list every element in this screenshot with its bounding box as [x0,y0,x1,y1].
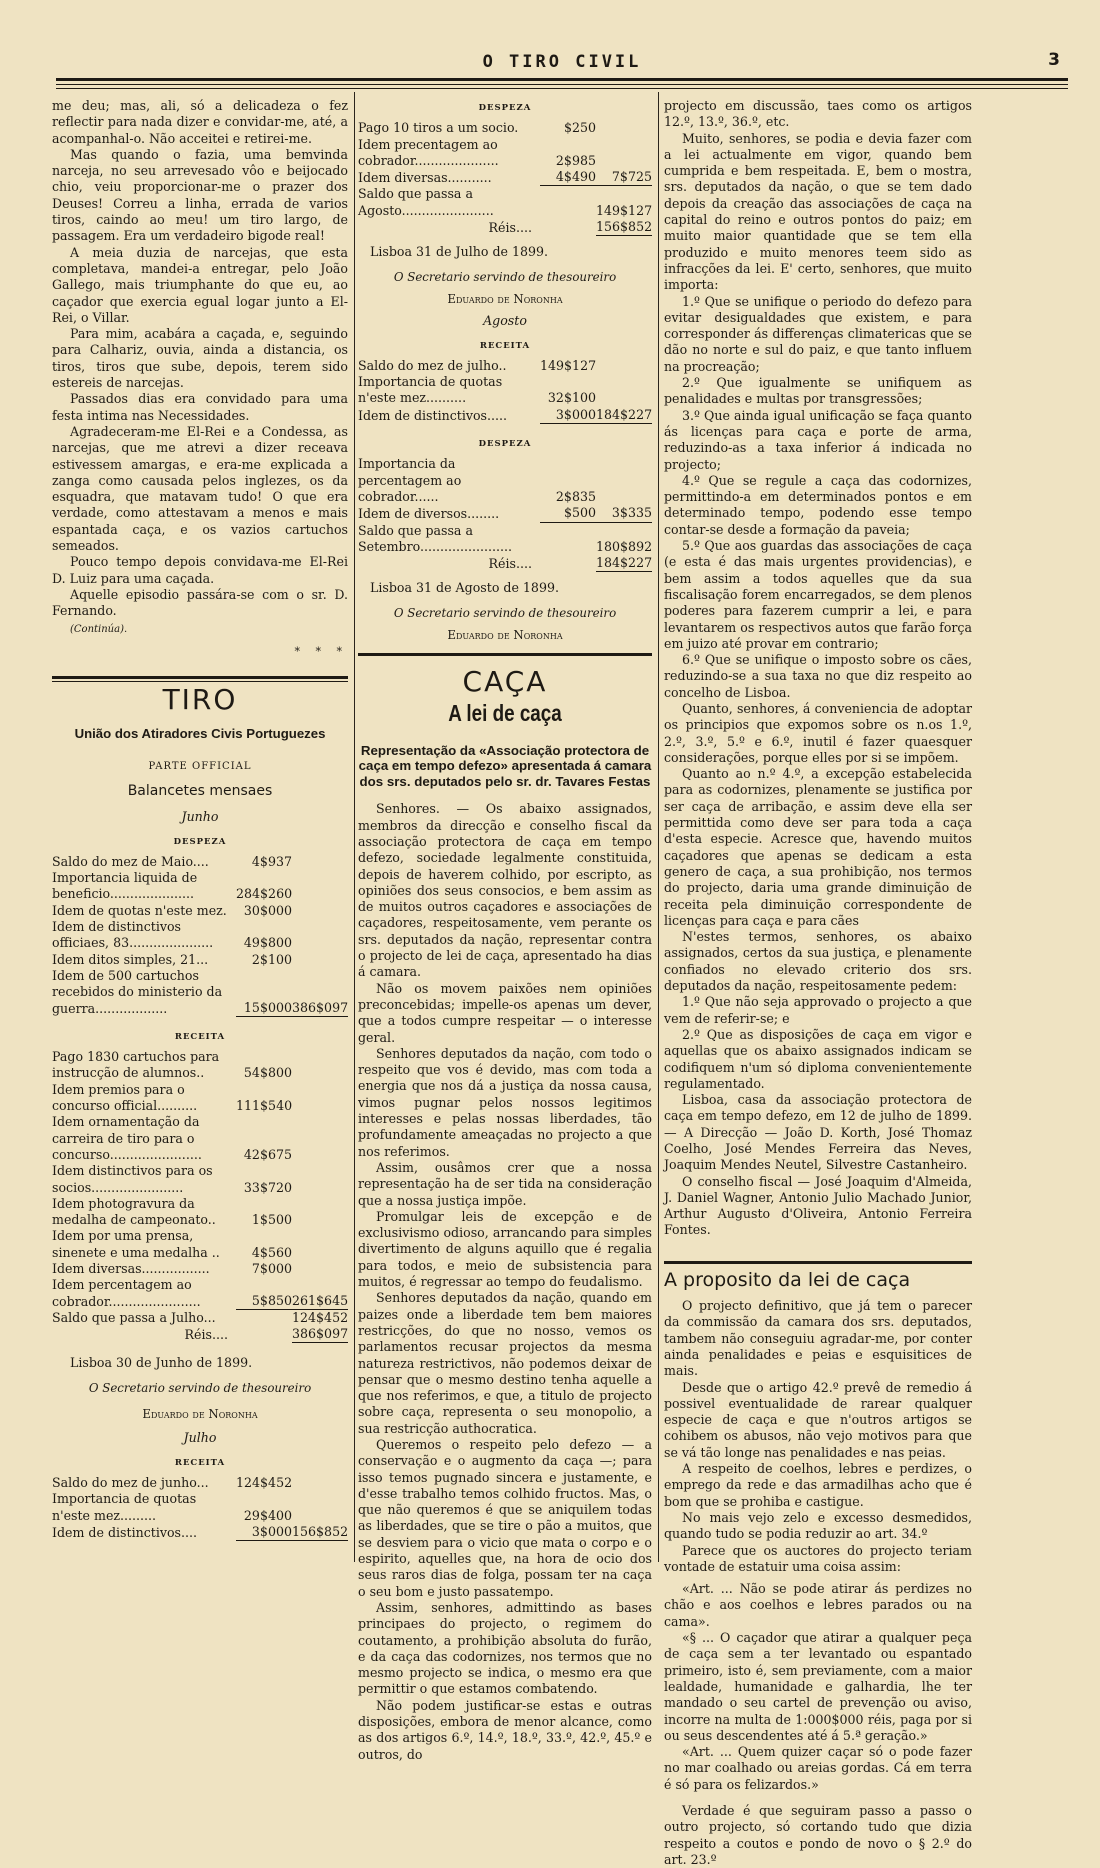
ledger-total: 156$852 [292,1524,348,1541]
ledger-row [358,523,652,556]
paragraph: projecto em discussão, taes como os artigos 12.º, 13.º, 36.º, etc. [664,98,972,130]
column-1 [52,98,348,1541]
ledger-desc: Idem ornamentação da carreira de tiro para o concurso....................... [52,1114,202,1162]
paragraph: 1.º Que não seja approvado o projecto a que vem de referir-se; e [664,994,972,1026]
secretario-line: O Secretario servindo de thesoureiro [88,1380,312,1395]
ledger-row [52,870,348,903]
ledger-desc: Idem precentagem ao cobrador..................... [358,136,499,168]
ledger-row [52,968,348,1017]
ledger-total: 7$725 [596,169,652,186]
ledger-desc: Idem de quotas n'este mez. [52,902,227,918]
newspaper-title: O TIRO CIVIL [482,52,642,72]
ledger-amount: 111$540 [236,1098,293,1114]
despeza-label: DESPEZA [478,439,532,450]
caca-section-title: CAÇA [462,665,548,699]
ledger-desc: Pago 10 tiros a um socio. [358,120,519,136]
paragraph: Parece que os auctores do projecto teriam vontade de estatuir uma coisa assim: [664,1542,972,1574]
ledger-amount: 3$000 [236,1524,292,1541]
ledger-amount: 30$000 [243,902,292,918]
parte-official: PARTE OFFICIAL [148,760,252,772]
ledger-amount: 4$937 [251,853,292,869]
despeza-label: DESPEZA [173,836,227,847]
ledger-desc: Idem de distinctivos..... [358,407,508,423]
paragraph: Para mim, acabára a caçada, e, seguindo para Calhariz, ouvia, ainda a distancia, os tiros, tiros que sube, depois, terem sido estereis de narcejas. [52,326,348,391]
ledger-amount: $500 [540,505,596,522]
ledger-amount: 15$000 [236,1000,292,1017]
ledger-amount: 49$800 [243,935,292,951]
ledger-row [52,1524,348,1541]
agosto-receita-table [358,358,652,424]
paragraph: Pouco tempo depois convidava-me El-Rei D. Luiz para uma caçada. [52,554,348,586]
paragraph: Verdade é que seguiram passo a passo o outro projecto, só cortando tudo que dizia respeito a coutos e pondo de novo o § 2.º do art. 23.º [664,1802,972,1867]
paragraph: O projecto definitivo, que já tem o parecer da commissão da camara dos srs. deputados, tambem não conseguiu agradar-me, por conter ainda penalidades e peias e esquisitices de mais. [664,1298,972,1379]
section-rule [664,1261,972,1264]
paragraph: Senhores deputados da nação, quando em paizes onde a liberdade tem bem maiores restricções, do que no nosso, vemos os parlamentos recusar projectos da mesma natureza restrictivos, não podemos deixar de pensar que o mesmo destino tenha aquelle a que nos referimos, e que, a titulo de projecto sobre caça, representa o seu monopolio, a sua restricção authocratica. [358,1290,652,1436]
paragraph: «Art. ... Quem quizer caçar só o pode fazer no mar coalhado ou areias gordas. Cá em terra é só para os felizardos.» [664,1744,972,1792]
ledger-amount: 42$675 [243,1146,292,1162]
ledger-total: 386$097 [292,1326,348,1343]
paragraph: 1.º Que se unifique o periodo do defezo para evitar desigualdades que existem, e para corresponder ás differenças climatericas que se dão no norte e sul do paiz, e que tanto influem na procreação; [664,293,972,374]
ledger-desc: Idem photogravura da medalha de campeonato.. [52,1195,216,1228]
paragraph: Não podem justificar-se estas e outras disposições, embora de menor alcance, como as dos artigos 6.º, 14.º, 18.º, 33.º, 42.º, 45.º e outros, do [358,1697,652,1762]
paragraph: Queremos o respeito pelo defezo — a conservação e o augmento da caça —; para isso temos pugnado sincera e justamente, e d'esse trabalho temos colhido fructos. Mas, o que não queremos é que se aniquilem todas as liberdades, que se tire o pão a muitos, que se desviem para o vicio que mata o corpo e o espirito, aquelles que, na hora de ocio dos seus raros dias de folga, possam ter na caça o seu bom e justo passatempo. [358,1436,652,1599]
paragraph: Não os movem paixões nem opiniões preconcebidas; impelle-os apenas um dever, que a todos cumpre respeitar — o interesse geral. [358,980,652,1045]
section-rule [358,653,652,656]
ledger-amount: 5$850 [236,1293,292,1310]
ledger-row [358,555,652,572]
ledger-row [52,1491,348,1524]
paragraph: Agradeceram-me El-Rei e a Condessa, as narcejas, que me atrevi a dizer receava estivessem amargas, e era-me explicada a zanga como causada pelos inglezes, os da esquadra, que matavam tudo! O que era verdade, como attestavam a menos e mais espantada caça, e os vazios cartuchos semeados. [52,423,348,554]
column-3 [664,98,972,1868]
ledger-desc: Saldo que passa a Julho... [52,1309,216,1325]
paragraph: N'estes termos, senhores, os abaixo assignados, certos da sua justiça, e plenamente confiados no elevado criterio dos srs. deputados da nação, respeitosamente pedem: [664,929,972,994]
julho-despeza-table [358,120,652,236]
ledger-row [358,358,652,374]
section-stars: * * * [294,644,348,658]
ledger-desc: Idem por uma prensa, sinenete e uma medalha .. [52,1228,220,1260]
ledger-amount: 54$800 [243,1065,292,1081]
header-rule [56,78,1068,81]
paragraph: Passados dias era convidado para uma festa intima nas Necessidades. [52,391,348,423]
ledger-amount: 32$100 [547,390,596,406]
ledger-row [52,1326,348,1343]
header-rule-thin [56,84,1068,85]
ledger-row [52,1277,348,1310]
month-heading: Junho [181,809,219,825]
proposito-text [664,1298,972,1868]
despeza-label: DESPEZA [478,103,532,113]
ledger-row [358,374,652,407]
lisboa-date: Lisboa 30 de Junho de 1899. [70,1355,253,1371]
signature-name: Eduardo de Noronha [142,1407,258,1422]
junho-despeza-table [52,854,348,1017]
ledger-row [52,952,348,968]
continua-note: (Continúa). [70,623,128,635]
paragraph: Senhores. — Os abaixo assignados, membros da direcção e conselho fiscal da associação protectora de caça em tempo defezo, sociedade legalmente constituida, depois de haverem colhido, por escripto, as opiniões dos seus consocios, e bem assim as de muitos outros caçadores e associações de caçadores, respeitosamente, vem perante os srs. deputados da nação, representar contra o projecto de lei de caça, apresentado ha dias á camara. [358,801,652,980]
signature-name: Eduardo de Noronha [447,291,563,306]
ledger-desc: Importancia de quotas n'este mez......... [52,1491,197,1523]
ledger-amount: 149$127 [540,357,597,373]
ledger-row [358,120,652,136]
ledger-row [52,1310,348,1326]
paragraph: «§ ... O caçador que atirar a qualquer peça de caça sem a ter levantado ou espantado primeiro, isto é, sem previamente, com a maior lealdade, humanidade e galhardia, lhe ter mandado o seu cartel de prevenção ou aviso, incorre na multa de 1:000$000 réis, paga por si ou seus descendentes até á 5.ª geração.» [664,1630,972,1743]
ledger-desc: Idem de distinctivos officiaes, 83..................... [52,919,214,951]
ledger-desc: Importancia liquida de beneficio..................... [52,870,198,902]
receita-label: RECEITA [479,340,531,351]
ledger-row [358,169,652,186]
paragraph: 2.º Que igualmente se unifiquem as penalidades e multas por transgressões; [664,375,972,407]
lisboa-date: Lisboa 31 de Agosto de 1899. [370,580,559,596]
tiro-section-title: TIRO [162,683,238,717]
paragraph: Desde que o artigo 42.º prevê de remedio á possivel eventualidade de rarear qualquer especie de caça e que n'outros artigos se cohibem os abusos, não vejo motivos para que se vá tão longe nas penalidades e nas peias. [664,1379,972,1460]
ledger-desc: Idem distinctivos para os socios....................... [52,1163,213,1195]
agosto-despeza-table [358,456,652,572]
ledger-desc: Saldo do mez de Maio.... [52,853,209,869]
ledger-row [358,505,652,522]
ledger-total: 184$227 [596,407,652,424]
ledger-amount: 284$260 [236,886,293,902]
ledger-row [358,186,652,219]
paragraph: Quanto, senhores, á conveniencia de adoptar os principios que expomos sobre os n.os 1.º, 2.º, 3.º, 5.º e 6.º, inutil é fazer quaesquer considerações, porque elles por si se impõem. [664,700,972,765]
ledger-desc: Idem percentagem ao cobrador....................... [52,1277,201,1309]
ledger-amount: 2$835 [555,488,596,504]
lei-heading: A lei de caça [448,699,562,726]
paragraph: Assim, ousâmos crer que a nossa representação ha de ser tida na consideração que a nossa justiça impõe. [358,1159,652,1208]
proposito-heading: A proposito da lei de caça [664,1268,911,1291]
paragraph: A respeito de coelhos, lebres e perdizes, o emprego da rede e das armadilhas acho que é bom que se prohiba e castigue. [664,1461,972,1509]
paragraph: 3.º Que ainda igual unificação se faça quanto ás licenças para caça e porte de arma, reduzindo-as a taxa inferior á indicada no projecto; [664,407,972,472]
paragraph: Mas quando o fazia, uma bemvinda narceja, no seu arrevesado vôo e beijocado chio, veiu proporcionar-me o prazer dos Deuses! Correu a linha, errada de varios tiros, caindo ao meu! um tiro largo, de passagem. Era um verdadeiro bigode real! [52,146,348,244]
ledger-amount: 29$400 [243,1507,292,1523]
secretario-line: O Secretario servindo de thesoureiro [393,605,617,620]
ledger-amount: 1$500 [251,1212,292,1228]
ledger-row [358,219,652,236]
ledger-desc: Idem ditos simples, 21... [52,951,209,967]
paragraph: No mais vejo zelo e excesso desmedidos, quando tudo se podia reduzir ao art. 34.º [664,1509,972,1542]
paragraph: Quanto ao n.º 4.º, a excepção estabelecida para as codornizes, plenamente se justifica por ser caça de arribação, e assim deve ella ser permittida como deve ser para toda a caça d'esta especie. Acresce que, havendo muitos caçadores que apenas se dedicam a esta genero de caça, a sua prohibição, nos termos do projecto, daria uma grande diminuição de receita pela diminuição correspondente de licenças para caça e para cães [664,766,972,928]
ledger-desc: Saldo que passa a Setembro....................... [358,522,513,554]
header-rule-thin-2 [56,88,1068,89]
ledger-desc: Saldo que passa a Agosto....................... [358,186,494,218]
ledger-row [52,1261,348,1277]
ledger-amount: 124$452 [236,1474,293,1490]
ledger-desc: Saldo do mez de junho... [52,1474,209,1490]
paragraph: Muito, senhores, se podia e devia fazer com a lei actualmente em vigor, quando bem cumprida e bem respeitada. E, bem o mostra, srs. deputados da nação, o que se tem dado depois da creação das associações de caça na capital do reino e outros pontos do paiz; em muito maior quantidade que se tem ella produzido e muito menores teem sido as infracções da lei. E' certo, senhores, que muito importa: [664,130,972,293]
paragraph: Aquelle episodio passára-se com o sr. D. Fernando. [52,586,348,619]
balancetes-heading: Balancetes mensaes [127,782,273,799]
ledger-desc: Importancia de quotas n'este mez.......... [358,374,503,406]
ledger-total: 156$852 [596,219,652,236]
ledger-row [52,1049,348,1082]
ledger-desc: Saldo do mez de julho.. [358,357,507,373]
month-heading: Julho [183,1430,217,1446]
ledger-desc: Réis.... [488,556,532,572]
uniao-heading: União dos Atiradores Civis Portuguezes [74,726,326,742]
paragraph: Promulgar leis de excepção e de exclusivismo odioso, arrancando para simples divertimento de alguns aquillo que é regalia para todos, e meio de subsistencia para muitos, é regressar ao tempo do feudalismo. [358,1208,652,1290]
secretario-line: O Secretario servindo de thesoureiro [393,269,617,284]
ledger-desc: Idem diversas........... [358,170,492,186]
column-divider [658,92,659,1562]
ledger-row [358,137,652,170]
paragraph: Senhores deputados da nação, com todo o respeito que vos é devido, mas com toda a energia que nos dá a justiça da nossa causa, vimos pugnar pelos nossos legitimos interesses e pelas nossas liberdades, tão profundamente ameaçadas no projecto a que nos referimos. [358,1045,652,1159]
ledger-amount: $250 [563,120,596,136]
ledger-desc: Idem diversas................. [52,1261,210,1276]
paragraph: Lisboa, casa da associação protectora de caça em tempo defezo, em 12 de julho de 1899. — A Direcção — João D. Korth, José Thomaz Coelho, José Mendes Ferreira das Neves, Joaquim Mendes Neutel, Silvestre Castanheiro. [664,1092,972,1173]
ledger-amount: 4$560 [251,1244,292,1260]
paragraph: 5.º Que aos guardas das associações de caça (e esta é das mais urgentes providencias), e bem assim a todos aquelles que da sua fiscalisação forem encarregados, se dem plenos poderes para fazerem cumprir a lei, e para levantarem os respectivos autos que farão força em juizo até provar em contrario; [664,538,972,651]
paragraph: me deu; mas, ali, só a delicadeza o fez reflectir para nada dizer e convidar-me, até, a acompanhal-o. Não acceitei e retirei-me. [52,98,348,146]
ledger-amount: 7$000 [251,1261,292,1276]
page-number: 3 [1048,50,1060,70]
paragraph: 2.º Que as disposições de caça em vigor e aquellas que os abaixo assignados indicam se codifiquem n'um só diploma convenientemente regulamentado. [664,1026,972,1091]
ledger-row [52,854,348,870]
ledger-total: 180$892 [596,538,653,554]
page-header [56,48,1068,78]
ledger-row [52,1114,348,1163]
representacao-heading: Representação da «Associação protectora de caça em tempo defezo» apresentada á camara dos srs. deputados pelo sr. dr. Tavares Festas [358,742,652,789]
ledger-amount: 33$720 [243,1179,292,1195]
paragraph: 4.º Que se regule a caça das codornizes, permittindo-a em determinados pontos e em determinado tempo, podendo esse tempo contar-se desde a formação da paveia; [664,472,972,537]
ledger-row [358,407,652,424]
column-divider [354,92,355,1562]
column-2 [358,98,652,1763]
ledger-total: 184$227 [596,555,652,572]
ledger-row [358,456,652,505]
section-rule-thin [52,681,348,682]
ledger-desc: Idem de 500 cartuchos recebidos do ministerio da guerra.................. [52,967,223,1016]
ledger-amount: 2$100 [251,951,292,967]
paragraph: A meia duzia de narcejas, que esta completava, mandei-a entregar, pelo João Gallego, mais triumphante do que eu, ao caçador que exercia egual logar junto a El-Rei, o Villar. [52,244,348,325]
ledger-total: 3$335 [596,505,652,522]
ledger-desc: Réis.... [488,220,532,236]
ledger-desc: Idem de diversos........ [358,506,500,522]
junho-receita-table [52,1049,348,1343]
paragraph: O conselho fiscal — José Joaquim d'Almeida, J. Daniel Wagner, Antonio Julio Machado Junior, Arthur Augusto d'Oliveira, Antonio Ferreira Fontes. [664,1173,972,1238]
paragraph: Assim, senhores, admittindo as bases principaes do projecto, o regimem do coutamento, a prohibição absoluta do furão, e da caça das codornizes, nos termos que no mesmo projecto se indica, o mesmo era que permittir o que estamos combatendo. [358,1599,652,1697]
month-heading: Agosto [483,313,527,329]
ledger-total: 386$097 [292,1000,348,1017]
ledger-amount: 3$000 [540,407,596,424]
receita-label: RECEITA [174,1457,226,1468]
ledger-total: 261$645 [292,1293,348,1310]
ledger-total: 149$127 [596,202,653,218]
paragraph: 6.º Que se unifique o imposto sobre os cães, reduzindo-se a sua taxa no que diz respeito ao concelho de Lisboa. [664,652,972,700]
ledger-row [52,1196,348,1229]
signature-name: Eduardo de Noronha [447,628,563,643]
representacao-text [358,801,652,1763]
lisboa-date: Lisboa 31 de Julho de 1899. [370,244,549,260]
julho-receita-table [52,1475,348,1541]
representacao-continuation [664,98,972,1239]
ledger-amount: 2$985 [555,152,596,168]
ledger-total: 124$452 [292,1309,349,1325]
ledger-desc: Importancia da percentagem ao cobrador...... [358,456,462,504]
ledger-desc: Idem de distinctivos.... [52,1524,198,1540]
story-continuation [52,98,348,620]
ledger-row [52,1163,348,1196]
receita-label: RECEITA [174,1031,226,1042]
ledger-desc: Idem premios para o concurso official.......... [52,1081,198,1114]
ledger-row [52,1228,348,1261]
ledger-row [52,1475,348,1491]
ledger-row [52,919,348,952]
ledger-desc: Réis.... [184,1327,228,1343]
ledger-desc: Pago 1830 cartuchos para instrucção de alumnos.. [52,1049,220,1081]
paragraph: «Art. ... Não se pode atirar ás perdizes no chão e aos coelhos e lebres parados ou na cama». [664,1581,972,1629]
ledger-row [52,1082,348,1115]
ledger-row [52,903,348,919]
section-rule [52,676,348,679]
ledger-amount: 4$490 [540,169,596,186]
